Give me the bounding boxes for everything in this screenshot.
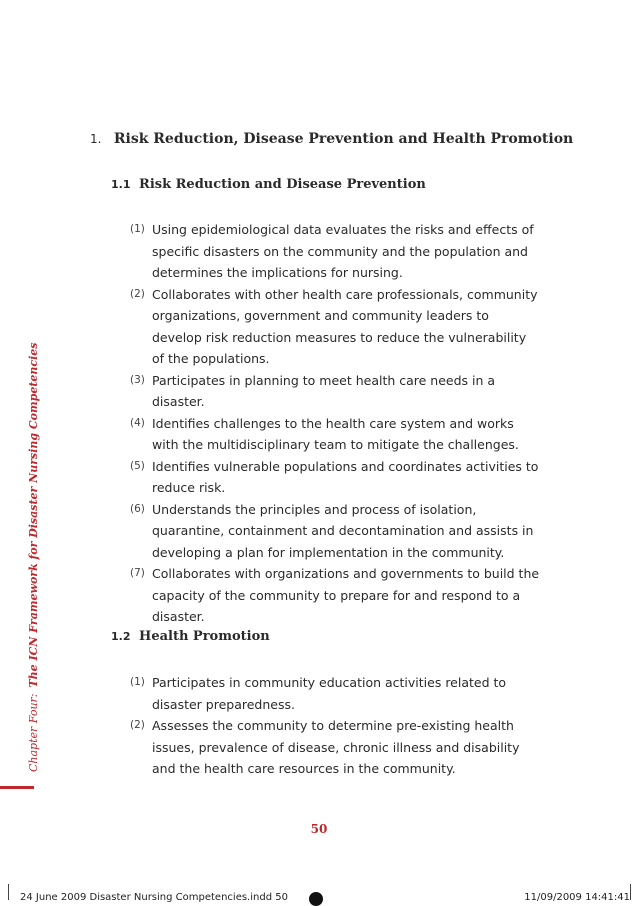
subsection-title: Health Promotion: [139, 629, 270, 644]
chapter-label: Chapter Four:: [27, 693, 40, 772]
print-footer: [0, 882, 638, 901]
list-item: [130, 499, 540, 564]
item-text: Identifies vulnerable populations and coordinates activities to reduce risk.: [152, 458, 539, 495]
subsection-title: Risk Reduction and Disease Prevention: [139, 177, 426, 192]
item-text: Participates in community education activities related to disaster preparedness.: [152, 675, 507, 712]
list-item: [130, 563, 540, 628]
page-number: 50: [310, 822, 328, 836]
item-number: (1): [130, 676, 145, 688]
section-number: 1.: [90, 132, 102, 146]
item-number: (1): [130, 223, 145, 235]
list-item: [130, 219, 540, 284]
item-number: (7): [130, 567, 145, 579]
item-number: (6): [130, 502, 145, 515]
footer-filename: 24 June 2009 Disaster Nursing Competencies.indd 50: [20, 892, 288, 903]
item-number: (2): [130, 287, 145, 300]
list-item: [130, 672, 540, 715]
list-item: [130, 284, 540, 370]
item-number: (4): [130, 416, 145, 429]
item-number: (2): [130, 719, 145, 731]
health-promotion-list: [130, 672, 540, 780]
risk-reduction-list: [130, 219, 540, 628]
item-text: Participates in planning to meet health care needs in a disaster.: [152, 372, 496, 409]
item-number: (5): [130, 459, 145, 472]
list-item: [130, 456, 540, 499]
item-text: Using epidemiological data evaluates the risks and effects of specific disasters on the community and the population and determines the implications for nursing.: [152, 222, 534, 280]
section-heading: [90, 131, 573, 147]
framework-title: The ICN Framework for Disaster Nursing Competencies: [27, 342, 40, 688]
crop-mark: [630, 884, 631, 900]
item-text: Collaborates with organizations and governments to build the capacity of the community to prepare for and respond to a disaster.: [152, 566, 540, 624]
item-text: Assesses the community to determine pre-existing health issues, prevalence of disease, chronic illness and disability and the health care resources in the community.: [152, 718, 520, 776]
item-text: Collaborates with other health care professionals, community organizations, government and community leaders to develop risk reduction measures to reduce the vulnerability of the populations.: [152, 286, 538, 366]
item-number: (3): [130, 373, 145, 386]
registration-mark-icon: [309, 892, 323, 906]
list-item: [130, 715, 540, 780]
footer-timestamp: 11/09/2009 14:41:41: [524, 892, 630, 903]
list-item: [130, 413, 540, 456]
item-text: Understands the principles and process of isolation, quarantine, containment and decontamination and assists in developing a plan for implementation in the community.: [152, 501, 534, 560]
subsection-number: 1.2: [111, 630, 131, 643]
crop-mark: [8, 884, 9, 900]
subsection-number: 1.1: [111, 178, 131, 191]
subsection-heading-1-2: [111, 629, 270, 644]
section-title: Risk Reduction, Disease Prevention and Health Promotion: [113, 131, 574, 147]
chapter-side-label: [26, 342, 42, 772]
side-accent-rule: [0, 786, 34, 789]
subsection-heading-1-1: [111, 177, 426, 192]
list-item: [130, 370, 540, 413]
item-text: Identifies challenges to the health care system and works with the multidisciplinary team to mitigate the challenges.: [152, 415, 519, 452]
